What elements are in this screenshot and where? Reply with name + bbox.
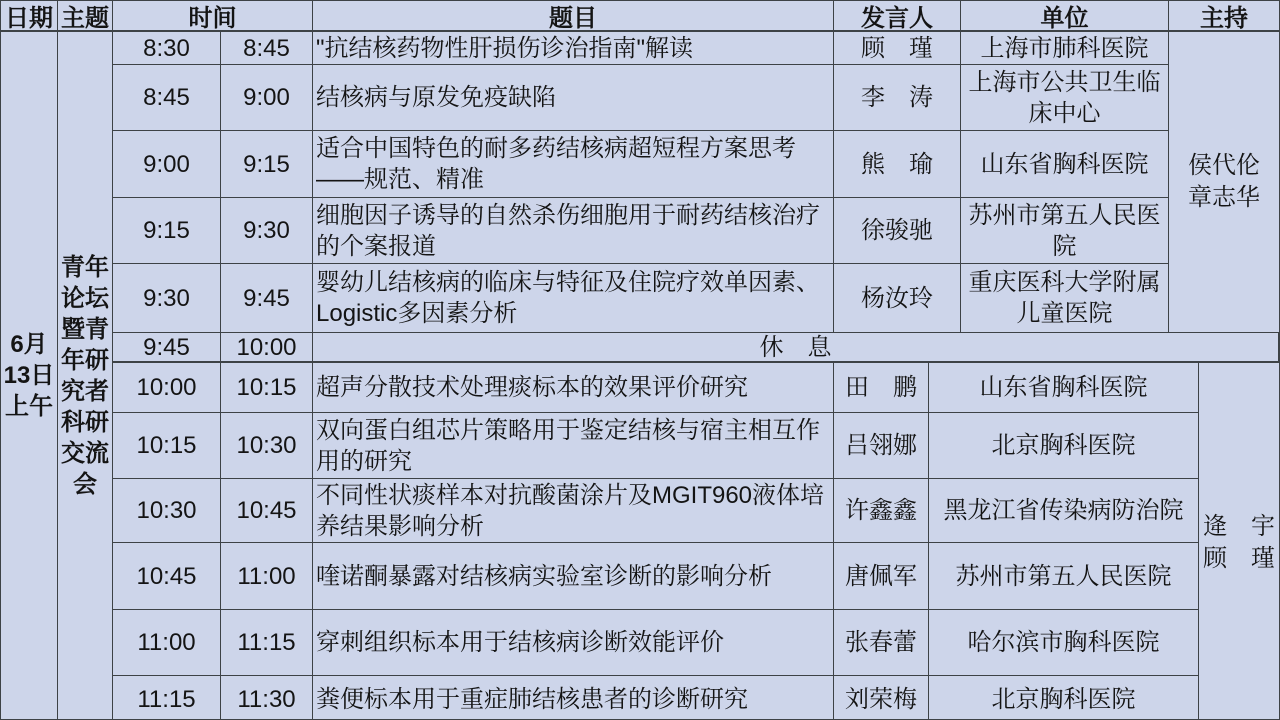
time-end-cell: 8:45 <box>221 32 313 64</box>
speaker-cell: 徐骏驰 <box>834 198 961 263</box>
session-row <box>113 413 1199 479</box>
host-name: 逄 宇 <box>1203 512 1275 540</box>
org-cell: 北京胸科医院 <box>929 676 1199 720</box>
title-cell: 双向蛋白组芯片策略用于鉴定结核与宿主相互作用的研究 <box>313 413 834 478</box>
time-start-cell: 9:00 <box>113 131 221 197</box>
org-cell: 哈尔滨市胸科医院 <box>929 610 1199 675</box>
session-row <box>113 264 1169 332</box>
title-cell: 穿刺组织标本用于结核病诊断效能评价 <box>313 610 834 675</box>
date-cell <box>1 32 58 719</box>
speaker-cell: 田 鹏 <box>834 363 929 412</box>
theme-line: 究者 <box>61 377 109 405</box>
org-cell: 苏州市第五人民医院 <box>929 543 1199 609</box>
time-end-cell: 9:00 <box>221 65 313 130</box>
time-end-cell: 10:15 <box>221 363 313 412</box>
time-start-cell: 8:30 <box>113 32 221 64</box>
time-start-cell: 9:15 <box>113 198 221 263</box>
header-theme: 主题 <box>58 1 113 30</box>
time-end-cell: 9:15 <box>221 131 313 197</box>
time-start-cell: 10:00 <box>113 363 221 412</box>
theme-line: 青年 <box>61 253 109 281</box>
theme-line: 科研 <box>61 408 109 436</box>
org-cell: 黑龙江省传染病防治院 <box>929 479 1199 542</box>
session-row <box>113 479 1199 543</box>
host-name: 侯代伦 <box>1188 152 1260 179</box>
speaker-cell: 李 涛 <box>834 65 961 130</box>
speaker-cell: 张春蕾 <box>834 610 929 675</box>
session-block-first <box>113 32 1279 333</box>
time-end-cell: 9:30 <box>221 198 313 263</box>
session-block-second <box>113 363 1279 720</box>
theme-line: 年研 <box>61 346 109 374</box>
title-cell: 超声分散技术处理痰标本的效果评价研究 <box>313 363 834 412</box>
title-cell: 结核病与原发免疫缺陷 <box>313 65 834 130</box>
time-end-cell: 11:00 <box>221 543 313 609</box>
schedule-area <box>113 32 1279 719</box>
date-line: 上午 <box>5 393 53 420</box>
session-row <box>113 32 1169 65</box>
theme-line: 会 <box>73 470 97 498</box>
speaker-cell: 顾 瑾 <box>834 32 961 64</box>
time-start-cell: 9:30 <box>113 264 221 332</box>
header-time: 时间 <box>113 1 313 30</box>
title-cell: 细胞因子诱导的自然杀伤细胞用于耐药结核治疗的个案报道 <box>313 198 834 263</box>
org-cell: 山东省胸科医院 <box>929 363 1199 412</box>
speaker-cell: 吕翎娜 <box>834 413 929 478</box>
org-cell: 上海市肺科医院 <box>961 32 1169 64</box>
org-cell: 重庆医科大学附属儿童医院 <box>961 264 1169 332</box>
speaker-cell: 唐佩军 <box>834 543 929 609</box>
title-cell: 粪便标本用于重症肺结核患者的诊断研究 <box>313 676 834 720</box>
time-end-cell: 10:00 <box>221 333 313 361</box>
time-end-cell: 10:45 <box>221 479 313 542</box>
header-speaker: 发言人 <box>834 1 961 30</box>
session-row <box>113 198 1169 264</box>
title-cell: 婴幼儿结核病的临床与特征及住院疗效单因素、Logistic多因素分析 <box>313 264 834 332</box>
time-start-cell: 10:30 <box>113 479 221 542</box>
time-start-cell: 11:15 <box>113 676 221 720</box>
break-label: 休 息 <box>313 333 1279 361</box>
session-row <box>113 543 1199 610</box>
theme-line: 交流 <box>61 439 109 467</box>
org-cell: 苏州市第五人民医院 <box>961 198 1169 263</box>
speaker-cell: 许鑫鑫 <box>834 479 929 542</box>
speaker-cell: 刘荣梅 <box>834 676 929 720</box>
time-start-cell: 11:00 <box>113 610 221 675</box>
session-row <box>113 676 1199 720</box>
header-title: 题目 <box>313 1 834 30</box>
time-end-cell: 11:15 <box>221 610 313 675</box>
session-row <box>113 363 1199 413</box>
time-start-cell: 8:45 <box>113 65 221 130</box>
session-row <box>113 610 1199 676</box>
title-cell: 适合中国特色的耐多药结核病超短程方案思考——规范、精准 <box>313 131 834 197</box>
org-cell: 上海市公共卫生临床中心 <box>961 65 1169 130</box>
title-cell: 不同性状痰样本对抗酸菌涂片及MGIT960液体培养结果影响分析 <box>313 479 834 542</box>
time-start-cell: 10:15 <box>113 413 221 478</box>
host-cell <box>1199 363 1279 720</box>
time-start-cell: 9:45 <box>113 333 221 361</box>
time-end-cell: 10:30 <box>221 413 313 478</box>
header-host: 主持 <box>1200 5 1248 32</box>
host-name: 顾 瑾 <box>1203 544 1275 572</box>
time-start-cell: 10:45 <box>113 543 221 609</box>
speaker-cell: 熊 瑜 <box>834 131 961 197</box>
time-end-cell: 9:45 <box>221 264 313 332</box>
theme-cell <box>58 32 113 719</box>
host-cell <box>1169 32 1279 332</box>
session-row <box>113 65 1169 131</box>
date-line: 6月 <box>10 331 48 358</box>
org-cell: 山东省胸科医院 <box>961 131 1169 197</box>
host-name: 章志华 <box>1188 184 1260 211</box>
theme-line: 暨青 <box>61 315 109 343</box>
break-row <box>113 333 1279 363</box>
header-organization: 单位 <box>961 1 1169 30</box>
title-cell: "抗结核药物性肝损伤诊治指南"解读 <box>313 32 834 64</box>
header-date: 日期 <box>1 1 58 30</box>
org-cell: 北京胸科医院 <box>929 413 1199 478</box>
date-line: 13日 <box>3 362 55 389</box>
session-row <box>113 131 1169 198</box>
theme-line: 论坛 <box>61 284 109 312</box>
table-body <box>1 32 1279 719</box>
speaker-cell: 杨汝玲 <box>834 264 961 332</box>
title-cell: 喹诺酮暴露对结核病实验室诊断的影响分析 <box>313 543 834 609</box>
time-end-cell: 11:30 <box>221 676 313 720</box>
table-header-row <box>1 1 1279 32</box>
